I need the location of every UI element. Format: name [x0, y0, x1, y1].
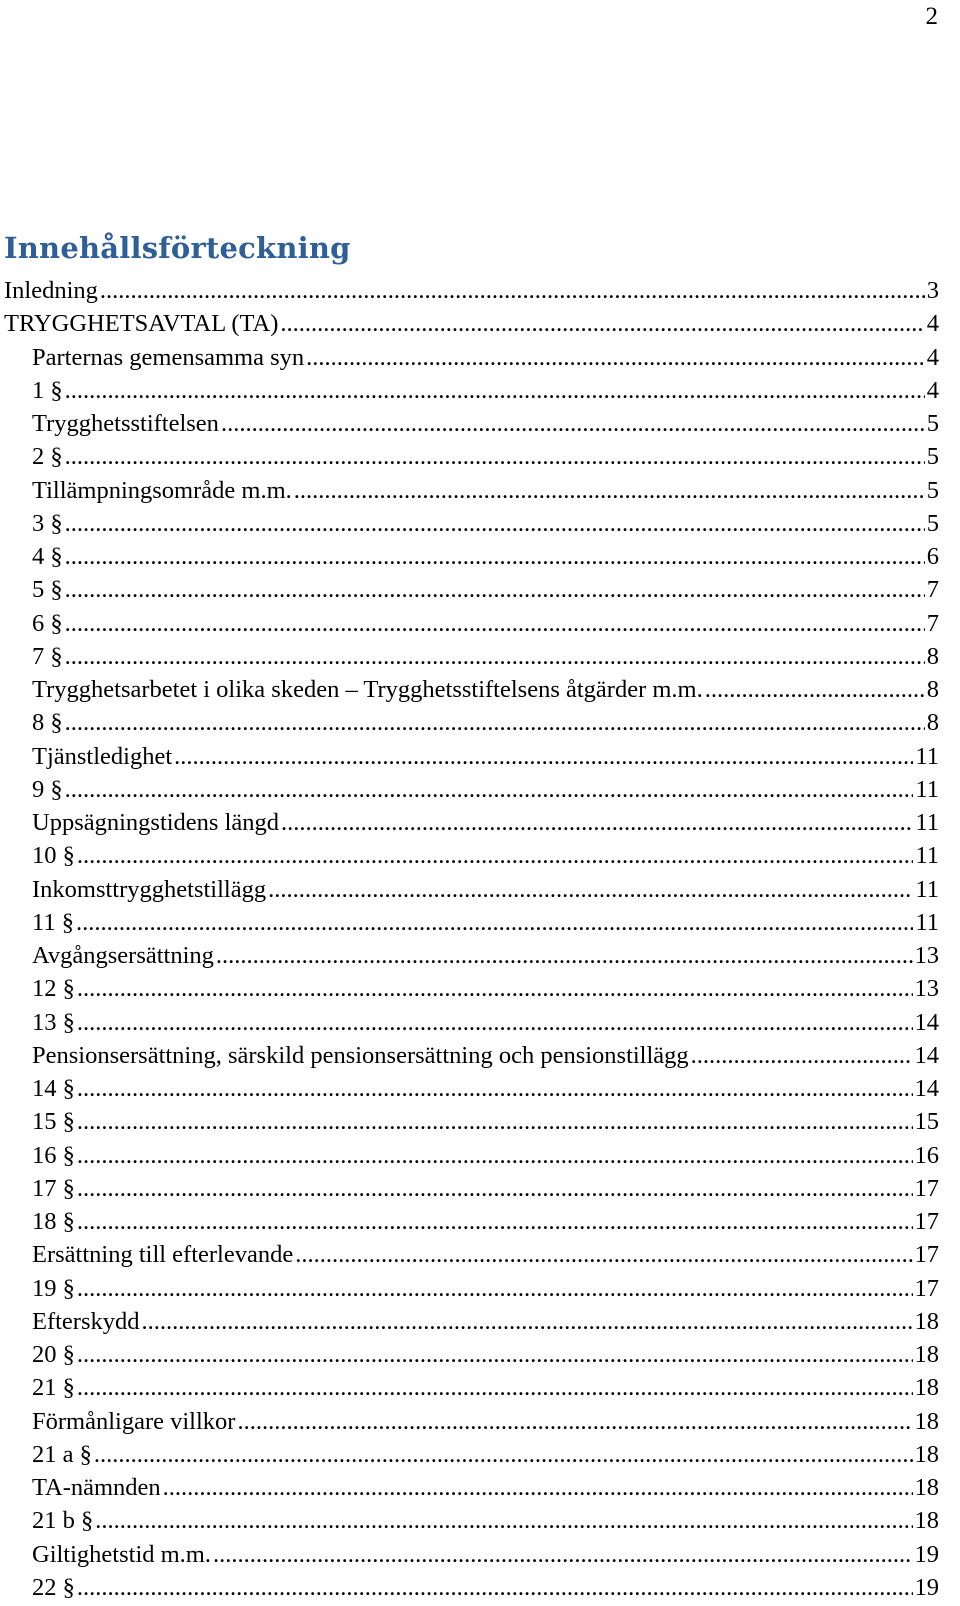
toc-entry-page-number: 11: [915, 908, 939, 936]
toc-entry[interactable]: [0, 307, 939, 340]
toc-entry-label: 1 §: [32, 376, 63, 404]
dot-leader: [77, 972, 913, 1005]
toc-entry-label: Inledning: [4, 277, 98, 304]
toc-entry[interactable]: [0, 740, 939, 773]
toc-entry-page-number: 3: [926, 277, 939, 304]
dot-leader: [77, 1072, 913, 1105]
dot-leader: [77, 1006, 913, 1039]
toc-entry-label: Uppsägningstidens längd: [32, 809, 280, 836]
toc-entry[interactable]: [0, 1305, 939, 1338]
toc-entry[interactable]: [0, 573, 939, 606]
toc-entry-page-number: 14: [914, 1008, 939, 1036]
toc-entry-page-number: 11: [915, 809, 939, 836]
toc-entry-label: Trygghetsarbetet i olika skeden – Trygghetsstiftelsens åtgärder m.m.: [32, 676, 703, 703]
toc-entry-page-number: 7: [926, 576, 939, 604]
toc-entry-page-number: 6: [926, 543, 939, 570]
dot-leader: [65, 773, 914, 806]
toc-entry-page-number: 19: [914, 1573, 939, 1601]
toc-entry-page-number: 19: [914, 1540, 939, 1568]
toc-entry[interactable]: [0, 274, 939, 307]
toc-entry-label: Parternas gemensamma syn: [32, 343, 305, 371]
dot-leader: [77, 1338, 913, 1371]
toc-entry-page-number: 4: [926, 376, 939, 404]
toc-entry[interactable]: [0, 1238, 939, 1271]
toc-entry-page-number: 11: [915, 875, 939, 903]
toc-entry[interactable]: [0, 1438, 939, 1471]
dot-leader: [294, 474, 925, 507]
toc-title: Innehållsförteckning: [4, 231, 351, 265]
toc-entry-page-number: 18: [914, 1440, 939, 1468]
toc-entry-label: Pensionsersättning, särskild pensionsersättning och pensionstillägg: [32, 1041, 689, 1069]
toc-entry-label: Ersättning till efterlevande: [32, 1241, 294, 1269]
dot-leader: [77, 1205, 913, 1238]
dot-leader: [65, 607, 925, 640]
toc-entry-label: 21 a §: [32, 1440, 92, 1468]
toc-entry-label: 20 §: [32, 1341, 75, 1368]
dot-leader: [77, 1571, 913, 1604]
dot-leader: [216, 939, 913, 972]
toc-entry-page-number: 18: [914, 1307, 939, 1335]
toc-entry-page-number: 14: [914, 1041, 939, 1069]
toc-entry[interactable]: [0, 1006, 939, 1039]
toc-entry-page-number: 18: [914, 1407, 939, 1435]
dot-leader: [65, 706, 925, 739]
dot-leader: [705, 673, 925, 706]
toc-entry-label: Giltighetstid m.m.: [32, 1540, 211, 1568]
page-number: 2: [925, 3, 938, 30]
toc-entry[interactable]: [0, 341, 939, 374]
toc-entry[interactable]: [0, 773, 939, 806]
toc-entry-label: 2 §: [32, 443, 63, 471]
toc-entry-label: 11 §: [32, 908, 74, 936]
toc-entry[interactable]: [0, 540, 939, 573]
toc-entry-page-number: 8: [926, 642, 939, 670]
toc-entry[interactable]: [0, 374, 939, 407]
toc-entry-label: Förmånligare villkor: [32, 1407, 236, 1435]
toc-entry-page-number: 5: [926, 410, 939, 437]
toc-entry-label: 7 §: [32, 642, 63, 670]
toc-entry-page-number: 13: [914, 942, 939, 969]
toc-entry-label: 10 §: [32, 842, 75, 870]
dot-leader: [77, 839, 914, 872]
toc-entry[interactable]: [0, 407, 939, 440]
toc-entry-label: 8 §: [32, 709, 63, 737]
toc-entry[interactable]: [0, 1338, 939, 1371]
toc-entry[interactable]: [0, 1371, 939, 1404]
table-of-contents: [0, 274, 939, 1604]
toc-entry[interactable]: [0, 507, 939, 540]
toc-entry-label: 19 §: [32, 1274, 75, 1302]
toc-entry[interactable]: [0, 1272, 939, 1305]
toc-entry-label: 18 §: [32, 1208, 75, 1235]
toc-entry-page-number: 17: [914, 1274, 939, 1302]
dot-leader: [65, 374, 925, 407]
toc-entry-label: Avgångsersättning: [32, 942, 214, 969]
dot-leader: [95, 1504, 912, 1537]
toc-entry-label: 6 §: [32, 609, 63, 637]
toc-entry[interactable]: [0, 1139, 939, 1172]
dot-leader: [77, 1371, 913, 1404]
toc-entry[interactable]: [0, 440, 939, 473]
toc-entry-page-number: 18: [914, 1374, 939, 1402]
toc-entry-page-number: 11: [915, 742, 939, 770]
toc-entry-label: 22 §: [32, 1573, 75, 1601]
toc-entry[interactable]: [0, 906, 939, 939]
toc-entry-label: 14 §: [32, 1075, 75, 1102]
dot-leader: [65, 440, 925, 473]
dot-leader: [163, 1471, 913, 1504]
toc-entry-label: Trygghetsstiftelsen: [32, 410, 219, 437]
dot-leader: [174, 740, 913, 773]
dot-leader: [77, 1105, 913, 1138]
toc-entry[interactable]: [0, 806, 939, 839]
toc-entry-label: 5 §: [32, 576, 63, 604]
toc-entry-label: TA-nämnden: [32, 1474, 161, 1501]
toc-entry-page-number: 16: [914, 1141, 939, 1169]
toc-entry-page-number: 18: [914, 1341, 939, 1368]
toc-entry-page-number: 4: [926, 343, 939, 371]
toc-entry-label: 12 §: [32, 975, 75, 1003]
toc-entry-label: 21 §: [32, 1374, 75, 1402]
toc-entry-label: TRYGGHETSAVTAL (TA): [4, 310, 279, 338]
dot-leader: [65, 507, 925, 540]
toc-entry-label: 15 §: [32, 1108, 75, 1136]
toc-entry[interactable]: [0, 607, 939, 640]
toc-entry-page-number: 18: [914, 1507, 939, 1535]
dot-leader: [76, 906, 913, 939]
dot-leader: [281, 806, 913, 839]
toc-entry-page-number: 8: [926, 709, 939, 737]
toc-entry-label: Efterskydd: [32, 1307, 140, 1335]
dot-leader: [295, 1238, 912, 1271]
toc-entry-page-number: 4: [926, 310, 939, 338]
dot-leader: [237, 1405, 912, 1438]
toc-entry-label: 13 §: [32, 1008, 75, 1036]
dot-leader: [77, 1272, 913, 1305]
toc-entry[interactable]: [0, 1105, 939, 1138]
toc-entry-page-number: 14: [914, 1075, 939, 1102]
dot-leader: [213, 1538, 913, 1571]
toc-entry-page-number: 17: [914, 1208, 939, 1235]
toc-entry[interactable]: [0, 972, 939, 1005]
toc-entry-page-number: 11: [915, 775, 939, 803]
toc-entry-page-number: 18: [914, 1474, 939, 1501]
toc-entry[interactable]: [0, 1405, 939, 1438]
toc-entry-page-number: 17: [914, 1174, 939, 1202]
dot-leader: [280, 307, 924, 340]
dot-leader: [65, 540, 925, 573]
dot-leader: [142, 1305, 913, 1338]
toc-entry-label: 17 §: [32, 1174, 75, 1202]
toc-entry[interactable]: [0, 474, 939, 507]
toc-entry[interactable]: [0, 706, 939, 739]
toc-entry[interactable]: [0, 640, 939, 673]
toc-entry-page-number: 15: [914, 1108, 939, 1136]
toc-entry[interactable]: [0, 1205, 939, 1238]
dot-leader: [77, 1172, 913, 1205]
toc-entry-label: Tillämpningsområde m.m.: [32, 476, 292, 504]
dot-leader: [268, 873, 913, 906]
toc-entry[interactable]: [0, 1072, 939, 1105]
toc-entry[interactable]: [0, 673, 939, 706]
dot-leader: [94, 1438, 913, 1471]
toc-entry[interactable]: [0, 873, 939, 906]
dot-leader: [77, 1139, 913, 1172]
toc-entry-label: 9 §: [32, 775, 63, 803]
dot-leader: [65, 640, 925, 673]
toc-entry-page-number: 5: [926, 509, 939, 537]
toc-entry-page-number: 8: [926, 676, 939, 703]
toc-entry-page-number: 13: [914, 975, 939, 1003]
toc-entry[interactable]: [0, 1471, 939, 1504]
toc-entry-label: 4 §: [32, 543, 63, 570]
dot-leader: [691, 1039, 913, 1072]
toc-entry-label: 16 §: [32, 1141, 75, 1169]
toc-entry-page-number: 7: [926, 609, 939, 637]
toc-entry[interactable]: [0, 939, 939, 972]
dot-leader: [65, 573, 925, 606]
toc-entry-page-number: 5: [926, 443, 939, 471]
toc-entry-label: Tjänstledighet: [32, 742, 173, 770]
dot-leader: [100, 274, 925, 307]
toc-entry[interactable]: [0, 1172, 939, 1205]
toc-entry-page-number: 11: [915, 842, 939, 870]
toc-entry[interactable]: [0, 1504, 939, 1537]
toc-entry-label: 3 §: [32, 509, 63, 537]
toc-entry-page-number: 5: [926, 476, 939, 504]
dot-leader: [221, 407, 925, 440]
toc-entry[interactable]: [0, 1571, 939, 1604]
toc-entry-page-number: 17: [914, 1241, 939, 1269]
toc-entry-label: Inkomsttrygghetstillägg: [32, 875, 267, 903]
toc-entry[interactable]: [0, 1039, 939, 1072]
toc-entry-label: 21 b §: [32, 1507, 94, 1535]
toc-entry[interactable]: [0, 839, 939, 872]
toc-entry[interactable]: [0, 1538, 939, 1571]
dot-leader: [306, 341, 925, 374]
